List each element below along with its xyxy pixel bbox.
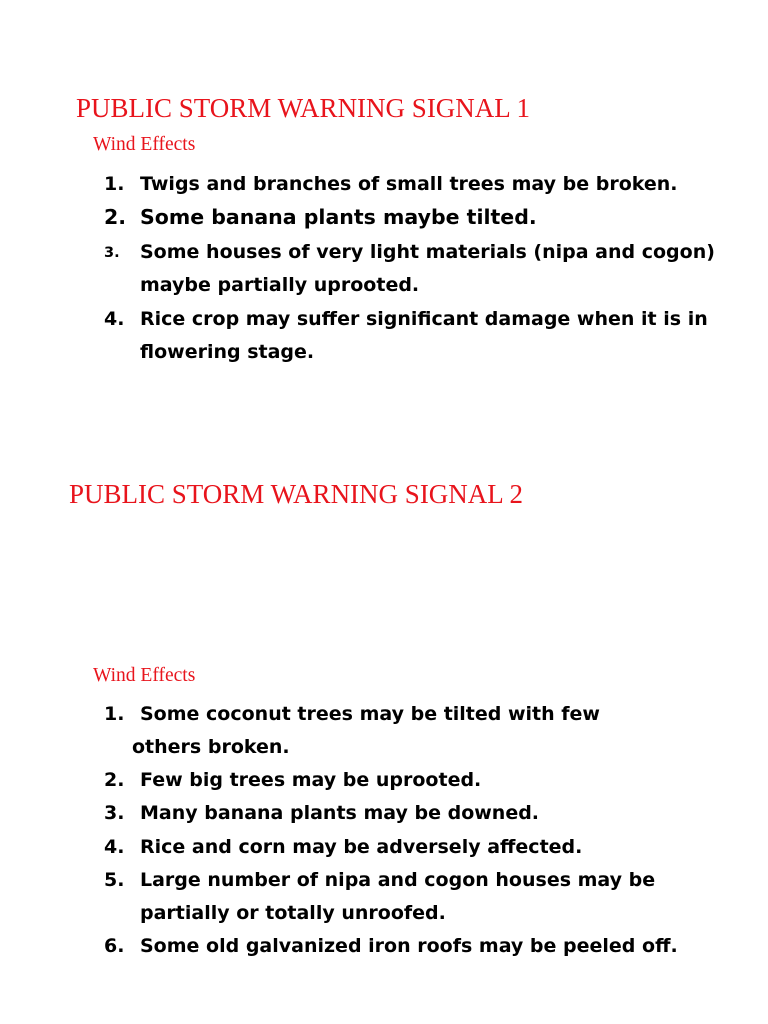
- section1-title: PUBLIC STORM WARNING SIGNAL 1: [76, 93, 531, 123]
- list-item-number: 4.: [104, 836, 125, 858]
- list-item-text-continued: maybe partially uprooted.: [140, 274, 420, 296]
- list-item-text: Many banana plants may be downed.: [140, 802, 540, 824]
- list-item-text: Rice and corn may be adversely affected.: [140, 836, 583, 858]
- list-item-number: 4.: [104, 308, 125, 330]
- list-item-text: Some old galvanized iron roofs may be peeled off.: [140, 935, 678, 957]
- list-item-number: 2.: [104, 205, 127, 229]
- section2-subtitle: Wind Effects: [93, 665, 196, 686]
- list-item-number: 1.: [104, 703, 125, 725]
- list-item-text: Some coconut trees may be tilted with few: [140, 703, 600, 725]
- section2-title: PUBLIC STORM WARNING SIGNAL 2: [69, 479, 524, 509]
- section1-subtitle: Wind Effects: [93, 134, 196, 155]
- list-item-text-continued: others broken.: [132, 736, 290, 758]
- list-item-text: Rice crop may suffer significant damage when it is in: [140, 308, 708, 330]
- list-item-number: 3.: [104, 802, 125, 824]
- list-item-text: Some banana plants maybe tilted.: [140, 205, 537, 229]
- list-item-text: Few big trees may be uprooted.: [140, 769, 482, 791]
- list-item-number: 2.: [104, 769, 125, 791]
- list-item-text: Twigs and branches of small trees may be broken.: [140, 173, 678, 195]
- list-item-text: Some houses of very light materials (nipa and cogon): [140, 241, 715, 263]
- list-item-number: 3.: [104, 245, 120, 261]
- list-item-number: 1.: [104, 173, 125, 195]
- list-item-text-continued: flowering stage.: [140, 341, 315, 363]
- list-item-text: Large number of nipa and cogon houses may be: [140, 869, 656, 891]
- list-item-number: 5.: [104, 869, 125, 891]
- list-item-text-continued: partially or totally unroofed.: [140, 902, 446, 924]
- list-item-number: 6.: [104, 935, 125, 957]
